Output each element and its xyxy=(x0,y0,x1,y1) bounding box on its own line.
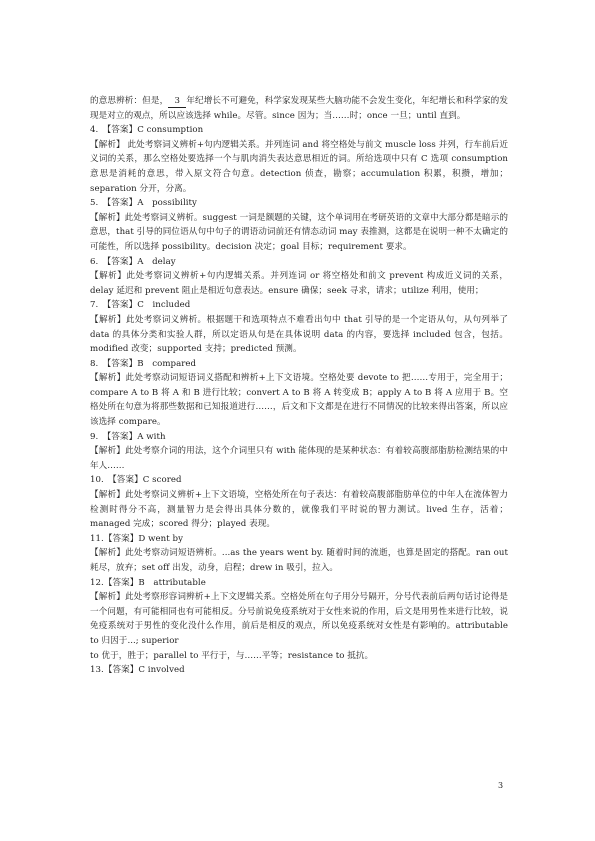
analysis-8: 【解析】此处考察动词短语词义搭配和辨析+上下文语境。空格处要 devote to 把……专用于，完全用于；compare A to B 将 A 和 B 进行比较；convert A to B 将 A 转变成 B；apply A to B 将 A 应用于 B。空格处所在句意为将那些数据和已知报道进行……，后文和下文都是在进行不同情况的比较来得出答案，所以应该选择 compare。 xyxy=(90,373,508,428)
analysis-6: 【解析】此处考察词义辨析+句内逻辑关系。并列连词 or 将空格处和前文 prevent 构成近义词的关系，delay 延迟和 prevent 阻止是相近句意表达。ensure 确保；seek 寻求，请求；utilize 利用，使用； xyxy=(90,271,508,296)
answer-line-13: 13.【答案】C involved xyxy=(90,665,185,676)
answer-line-9: 9. 【答案】A with xyxy=(90,431,166,442)
analysis-10: 【解析】此处考察词义辨析+上下文语境，空格处所在句子表达：有着较高腹部脂肪单位的中年人在流体智力检测时得分不高，测量智力是会得出具体分数的，就像我们平时说的智力测试。lived 生存，活着；managed 完成；scored 得分；played 表现。 xyxy=(90,490,508,530)
analysis-5: 【解析】此处考察词义辨析。suggest 一词是额题的关键，这个单词用在考研英语的文章中大部分都是暗示的意思，that 引导的同位语从句中句子的谓语动词前还有情态动词 may 表推测，这都是在说明一种不太确定的可能性，所以选择 possibility。decision 决定；goal 目标；requirement 要求。 xyxy=(90,212,508,252)
answer-line-8: 8. 【答案】B compared xyxy=(90,358,197,369)
analysis-12: 【解析】此处考察形容词辨析+上下文逻辑关系。空格处所在句子用分号隔开，分号代表前后两句话讨论得是一个问题，有可能相同也有可能相反。分号前说免疫系统对于女性来说的作用，后文是用男性来进行比较，说免疫系统对于男性的变化没什么作用，前后是相反的观点，所以免疫系统对女性是有影响的。attributable to 归因于...; superior xyxy=(90,592,508,646)
answer-key-content xyxy=(90,94,508,678)
answer-line-10: 10. 【答案】C scored xyxy=(90,475,182,486)
answer-line-4: 4. 【答案】C consumption xyxy=(90,125,204,136)
page-number: 3 xyxy=(498,781,504,790)
intro-paragraph xyxy=(90,94,508,123)
analysis-12-continued: to 优于，胜于；parallel to 平行于，与……平等；resistance to 抵抗。 xyxy=(90,650,374,661)
answer-line-7: 7. 【答案】C included xyxy=(90,300,191,311)
intro-text-start: 的意思辨析：但是， xyxy=(90,96,169,106)
analysis-4: 【解析】 此处考察词义辨析+句内逻辑关系。并列连词 and 将空格处与前文 muscle loss 并列，行车前后近义词的关系，那么空格处要选择一个与肌肉消失表达意思相近的词。所给选项中只有 C 选项 consumption 意思是消耗的意思，带入原文符合句意。detection 侦查，勘察；accumulation 积累，积攒，增加；separation 分开，分离。 xyxy=(90,139,508,194)
answer-line-12: 12.【答案】B attributable xyxy=(90,577,206,588)
intro-text-rest: 年纪增长不可避免，科学家发现某些大脑功能不会发生变化，年纪增长和科学家的发现是对立的观点，所以应该选择 while。尽管。since 因为；当……时；once 一旦；until 直到。 xyxy=(90,96,508,121)
underlined-blank: 3 xyxy=(168,96,186,108)
analysis-9: 【解析】此处考察介词的用法，这个介词里只有 with 能体现的是某种状态：有着较高腹部脂肪检测结果的中年人…… xyxy=(90,446,508,471)
answer-line-6: 6. 【答案】A delay xyxy=(90,256,176,267)
answer-line-5: 5. 【答案】A possibility xyxy=(90,198,197,209)
analysis-11: 【解析】此处考察动词短语辨析。...as the years went by. 随着时间的流逝，也算是固定的搭配。ran out 耗尽，放弃；set off 出发，动身，启程；drew in 吸引，拉入。 xyxy=(90,548,508,573)
analysis-7: 【解析】此处考察词义辨析。根据题干和选项特点不难看出句中 that 引导的是一个定语从句，从句列举了 data 的具体分类和实验人群，所以定语从句是在具体说明 data 的内容，要选择 included 包含，包括。modified 改变；supported 支持；predicted 预测。 xyxy=(90,314,508,355)
answer-line-11: 11.【答案】D went by xyxy=(90,533,183,544)
